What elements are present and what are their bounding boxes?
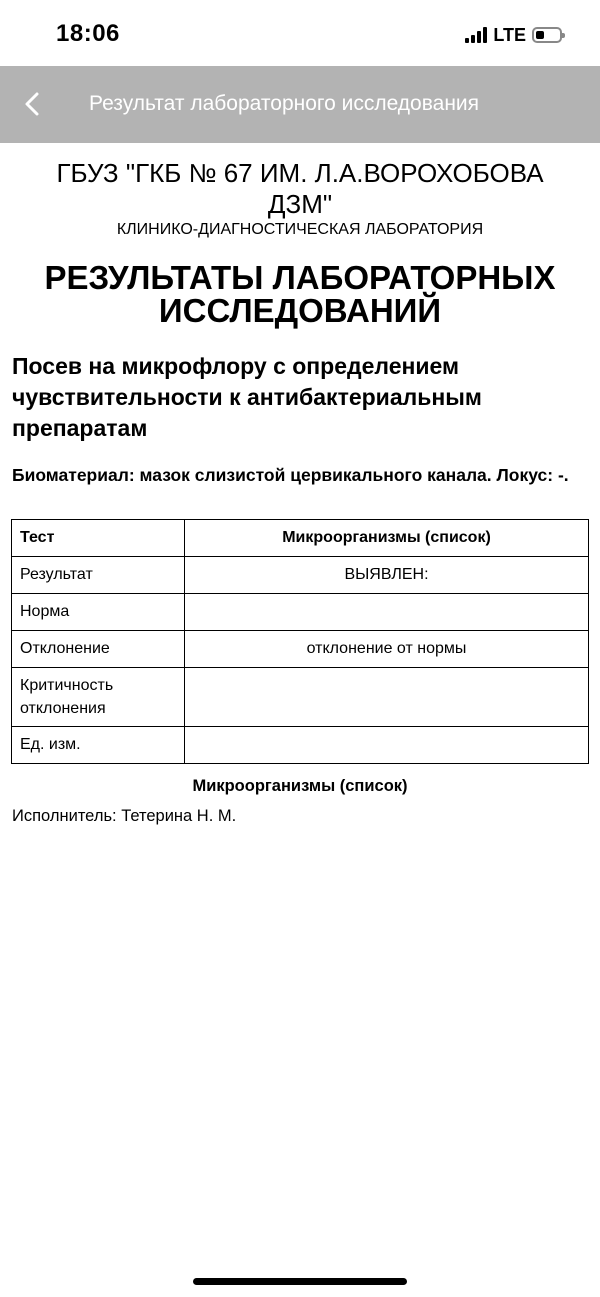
signal-icon xyxy=(465,27,487,43)
organization-name: ГБУЗ "ГКБ № 67 ИМ. Л.А.ВОРОХОБОВА ДЗМ" xyxy=(56,158,544,219)
row-label: Результат xyxy=(12,557,185,594)
network-type: LTE xyxy=(493,24,526,45)
status-bar xyxy=(0,0,600,66)
table-row xyxy=(12,594,589,631)
header-microorganisms: Микроорганизмы (список) xyxy=(185,520,589,557)
table-row xyxy=(12,631,589,668)
status-time: 18:06 xyxy=(56,20,120,47)
analysis-title: Посев на микрофлору с определением чувствительности к антибактериальным препаратам xyxy=(12,353,482,441)
table-header-row xyxy=(12,520,589,557)
executor-name: Исполнитель: Тетерина Н. М. xyxy=(12,807,237,825)
biomaterial-info: Биоматериал: мазок слизистой цервикального канала. Локус: -. xyxy=(12,465,569,485)
table-row xyxy=(12,668,589,727)
chevron-left-icon xyxy=(23,91,41,117)
row-label: Ед. изм. xyxy=(12,727,185,764)
home-indicator[interactable] xyxy=(193,1278,407,1285)
header-test: Тест xyxy=(12,520,185,557)
row-value xyxy=(185,727,589,764)
report-title: РЕЗУЛЬТАТЫ ЛАБОРАТОРНЫХ ИССЛЕДОВАНИЙ xyxy=(44,259,556,329)
table-row xyxy=(12,557,589,594)
row-label: Критичность отклонения xyxy=(12,668,185,727)
laboratory-name: КЛИНИКО-ДИАГНОСТИЧЕСКАЯ ЛАБОРАТОРИЯ xyxy=(116,221,484,238)
navigation-bar xyxy=(0,66,600,143)
row-label: Отклонение xyxy=(12,631,185,668)
back-button[interactable] xyxy=(14,86,50,122)
table-row xyxy=(12,727,589,764)
row-value: ВЫЯВЛЕН: xyxy=(185,557,589,594)
battery-icon xyxy=(532,27,562,43)
row-value: отклонение от нормы xyxy=(185,631,589,668)
page-title: Результат лабораторного исследования xyxy=(89,92,480,115)
row-value xyxy=(185,668,589,727)
results-table xyxy=(11,519,589,764)
table-caption: Микроорганизмы (список) xyxy=(192,777,408,795)
row-label: Норма xyxy=(12,594,185,631)
row-value xyxy=(185,594,589,631)
status-indicators xyxy=(465,24,562,46)
